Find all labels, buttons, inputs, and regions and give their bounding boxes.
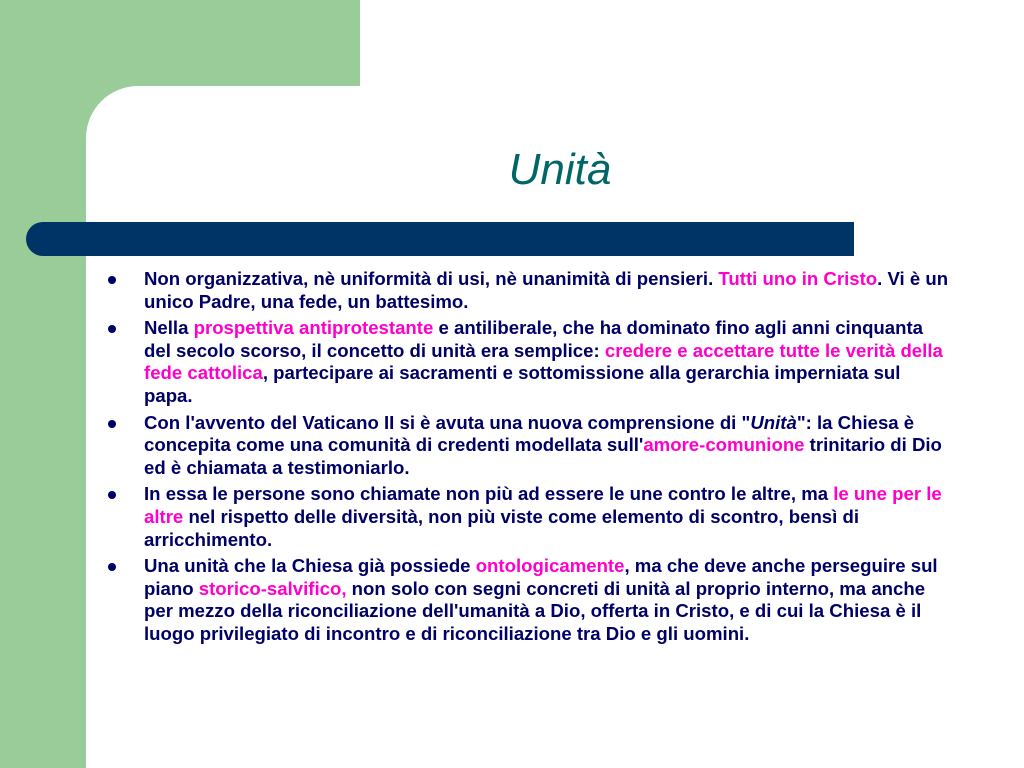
bullet-text: trinitario di Dio ed è chiamata a testimoniarlo. — [144, 434, 942, 478]
slide-title: Unità — [508, 145, 612, 194]
bullet-text: e antiliberale, che ha dominato fino agli anni cinquanta del secolo scorso, il concetto di unità era semplice: — [144, 317, 924, 361]
highlighted-text: Tutti uno in Cristo — [718, 268, 878, 289]
bullet-text: . Vi è un unico Padre, una fede, un battesimo. — [144, 268, 949, 312]
bullet-text: , ma che deve anche perseguire sul piano — [144, 555, 938, 599]
bullet-text: In essa le persone sono chiamate non più ad essere le une contro le altre, ma — [144, 483, 834, 505]
bullet-text: Una unità che la Chiesa già possiede — [144, 555, 476, 577]
highlighted-text: storico-salvifico, — [198, 577, 347, 599]
bullet-dot-icon — [108, 325, 116, 333]
bullet-item — [104, 268, 954, 313]
bullet-item — [104, 555, 954, 645]
bullet-dot-icon — [108, 420, 116, 428]
bullet-text: ": la Chiesa è concepita come una comunità di credenti modellata sull' — [144, 411, 915, 456]
bullet-dot-icon — [108, 276, 116, 284]
highlighted-text: amore-comunione — [643, 434, 805, 456]
bullet-text: , partecipare ai sacramenti e sottomissione alla gerarchia imperniata sul papa. — [144, 362, 901, 406]
highlighted-text: prospettiva antiprotestante — [193, 317, 434, 339]
bullet-list — [104, 268, 954, 650]
highlighted-text: ontologicamente — [475, 555, 625, 577]
bullet-item — [104, 317, 954, 407]
bullet-item — [104, 412, 954, 480]
bullet-text: Non organizzativa, nè uniformità di usi, nè unanimità di pensieri. — [144, 268, 719, 289]
bullet-text: Nella — [144, 317, 194, 339]
bullet-text: Con l'avvento del Vaticano II si è avuta una nuova comprensione di " — [144, 411, 751, 433]
bullet-text: non solo con segni concreti di unità al proprio interno, ma anche per mezzo della riconciliazione dell'umanità a Dio, offerta in Cristo, e di cui la Chiesa è il luogo privilegiato di incontro e di riconciliazione tra Dio e gli uomini. — [144, 577, 926, 644]
italic-text: Unità — [750, 411, 797, 433]
bullet-item — [104, 483, 954, 551]
highlighted-text: le une per le altre — [144, 483, 942, 527]
bullet-text: nel rispetto delle diversità, non più viste come elemento di scontro, bensì di arricchimento. — [144, 505, 860, 550]
title-underline-bar — [26, 222, 854, 256]
highlighted-text: credere e accettare tutte le verità della fede cattolica — [144, 339, 943, 384]
bullet-dot-icon — [108, 563, 116, 571]
bullet-dot-icon — [108, 491, 116, 499]
